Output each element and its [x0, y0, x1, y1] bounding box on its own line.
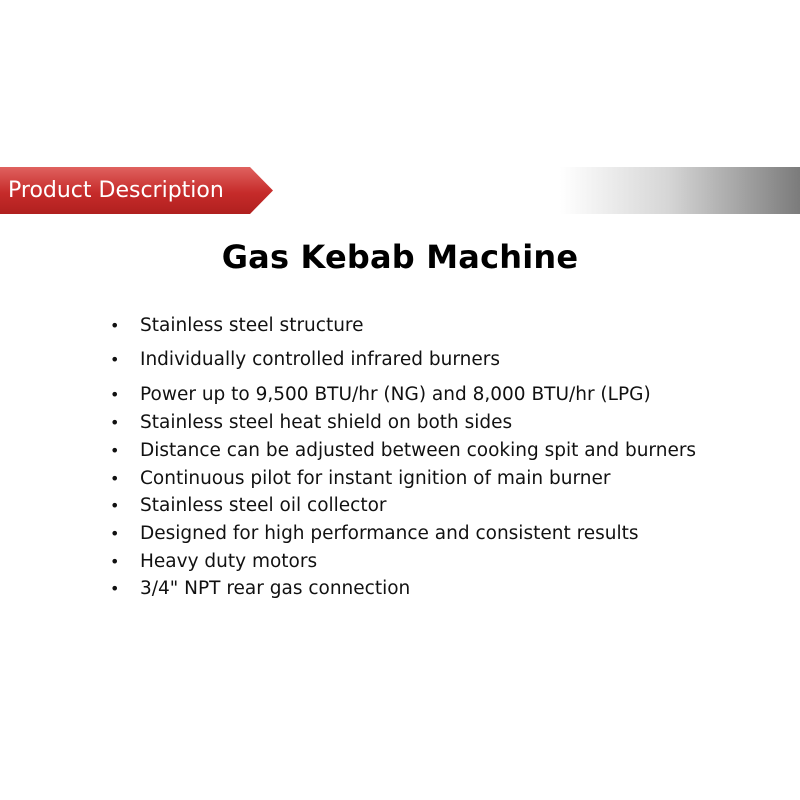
bullet-icon: • — [110, 469, 120, 488]
feature-item — [110, 346, 500, 374]
section-banner-label: Product Description — [8, 178, 224, 203]
feature-text: 3/4" NPT rear gas connection — [140, 578, 411, 599]
banner-gradient-bar — [560, 167, 800, 214]
bullet-icon: • — [110, 385, 120, 404]
feature-text: Stainless steel oil collector — [140, 495, 387, 516]
feature-item — [110, 312, 364, 340]
feature-text: Stainless steel structure — [140, 315, 364, 336]
feature-item — [110, 520, 639, 548]
bullet-icon: • — [110, 413, 120, 432]
page-title: Gas Kebab Machine — [221, 238, 579, 276]
feature-item — [110, 548, 317, 576]
feature-item — [110, 409, 512, 437]
feature-text: Power up to 9,500 BTU/hr (NG) and 8,000 BTU/hr (LPG) — [140, 384, 651, 405]
feature-item — [110, 381, 651, 409]
feature-item — [110, 492, 387, 520]
bullet-icon: • — [110, 350, 120, 369]
bullet-icon: • — [110, 441, 120, 460]
feature-text: Heavy duty motors — [140, 551, 318, 572]
bullet-icon: • — [110, 316, 120, 335]
feature-text: Designed for high performance and consistent results — [140, 523, 639, 544]
feature-item — [110, 437, 696, 465]
bullet-icon: • — [110, 496, 120, 515]
feature-item — [110, 465, 610, 493]
feature-text: Stainless steel heat shield on both sides — [140, 412, 513, 433]
feature-item — [110, 575, 410, 603]
bullet-icon: • — [110, 579, 120, 598]
feature-text: Continuous pilot for instant ignition of main burner — [140, 468, 611, 489]
bullet-icon: • — [110, 524, 120, 543]
feature-text: Individually controlled infrared burners — [140, 349, 500, 370]
bullet-icon: • — [110, 552, 120, 571]
feature-text: Distance can be adjusted between cooking spit and burners — [140, 440, 697, 461]
